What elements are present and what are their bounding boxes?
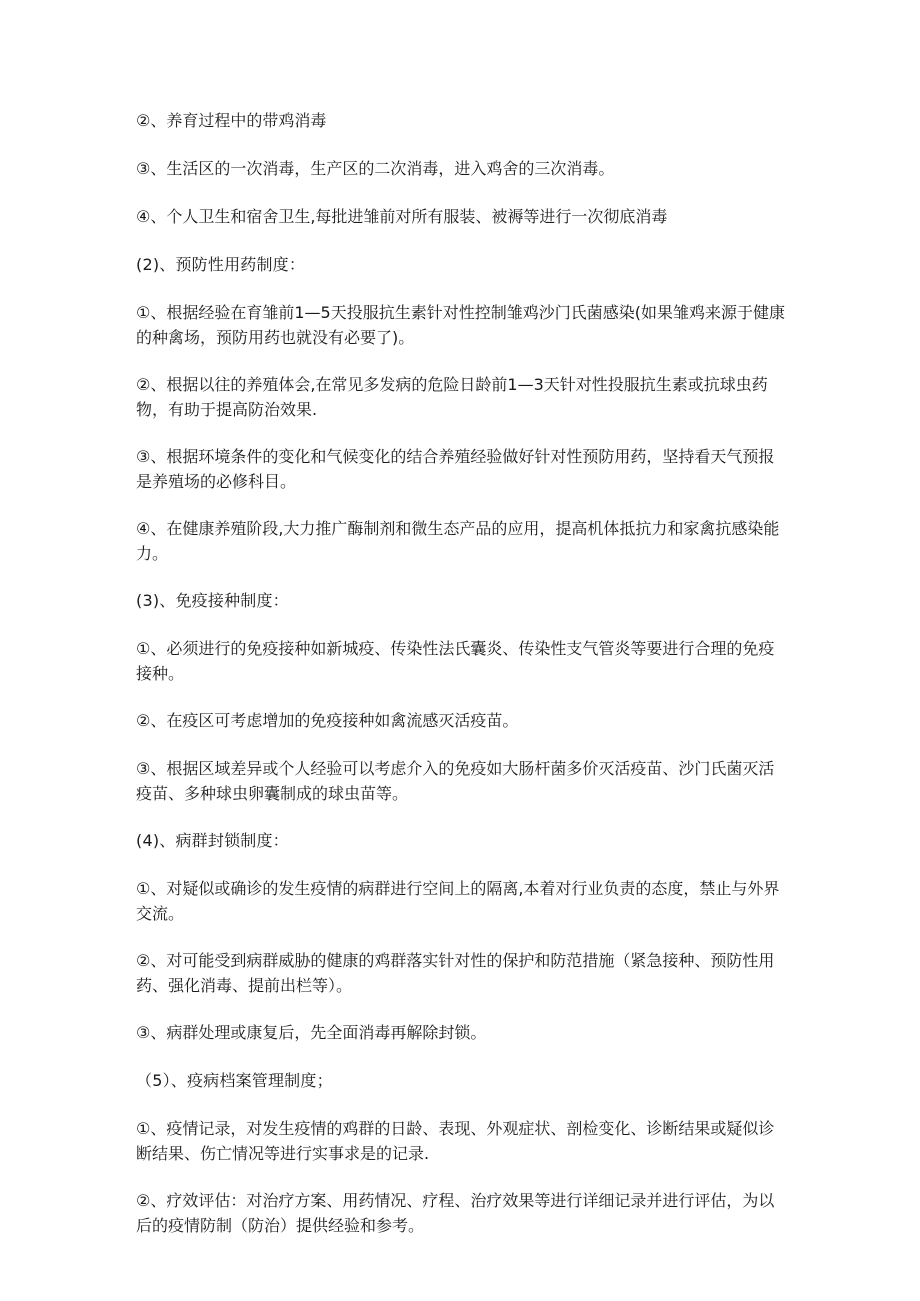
section-heading-immunization: (3)、免疫接种制度： bbox=[136, 591, 289, 610]
section-heading-records: （5）、疫病档案管理制度； bbox=[136, 1071, 333, 1090]
paragraph-immunization-1: ①、必须进行的免疫接种如新城疫、传染性法氏囊炎、传染性支气管炎等要进行合理的免疫接种。 bbox=[136, 639, 775, 683]
document-body bbox=[136, 108, 786, 1238]
section-heading-preventive-medication: (2)、预防性用药制度： bbox=[136, 255, 306, 274]
paragraph-medication-1: ①、根据经验在育雏前1—5天投服抗生素针对性控制雏鸡沙门氏菌感染(如果雏鸡来源于健康的种禽场，预防用药也就没有必要了)。 bbox=[136, 303, 785, 347]
paragraph-records-1: ①、疫情记录，对发生疫情的鸡群的日龄、表现、外观症状、剖检变化、诊断结果或疑似诊断结果、伤亡情况等进行实事求是的记录. bbox=[136, 1119, 775, 1163]
paragraph-quarantine-2: ②、对可能受到病群威胁的健康的鸡群落实针对性的保护和防范措施（紧急接种、预防性用药、强化消毒、提前出栏等）。 bbox=[136, 951, 775, 995]
paragraph-quarantine-3: ③、病群处理或康复后，先全面消毒再解除封锁。 bbox=[136, 1023, 487, 1042]
paragraph-medication-3: ③、根据环境条件的变化和气候变化的结合养殖经验做好针对性预防用药，坚持看天气预报是养殖场的必修科目。 bbox=[136, 447, 775, 491]
paragraph-quarantine-1: ①、对疑似或确诊的发生疫情的病群进行空间上的隔离,本着对行业负责的态度，禁止与外界交流。 bbox=[136, 879, 780, 923]
paragraph-immunization-2: ②、在疫区可考虑增加的免疫接种如禽流感灭活疫苗。 bbox=[136, 711, 519, 730]
paragraph-medication-4: ④、在健康养殖阶段,大力推广酶制剂和微生态产品的应用，提高机体抵抗力和家禽抗感染能力。 bbox=[136, 519, 780, 563]
paragraph-medication-2: ②、根据以往的养殖体会,在常见多发病的危险日龄前1—3天针对性投服抗生素或抗球虫药物，有助于提高防治效果. bbox=[136, 375, 768, 419]
section-heading-quarantine: (4)、病群封锁制度： bbox=[136, 831, 289, 850]
paragraph-immunization-3: ③、根据区域差异或个人经验可以考虑介入的免疫如大肠杆菌多价灭活疫苗、沙门氏菌灭活疫苗、多种球虫卵囊制成的球虫苗等。 bbox=[136, 759, 775, 803]
paragraph-disinfection-3: ③、生活区的一次消毒，生产区的二次消毒，进入鸡舍的三次消毒。 bbox=[136, 159, 615, 178]
paragraph-records-2: ②、疗效评估：对治疗方案、用药情况、疗程、治疗效果等进行详细记录并进行评估，为以后的疫情防制（防治）提供经验和参考。 bbox=[136, 1191, 775, 1235]
paragraph-disinfection-4: ④、个人卫生和宿舍卫生,每批进雏前对所有服装、被褥等进行一次彻底消毒 bbox=[136, 207, 668, 226]
paragraph-disinfection-2: ②、养育过程中的带鸡消毒 bbox=[136, 111, 327, 130]
